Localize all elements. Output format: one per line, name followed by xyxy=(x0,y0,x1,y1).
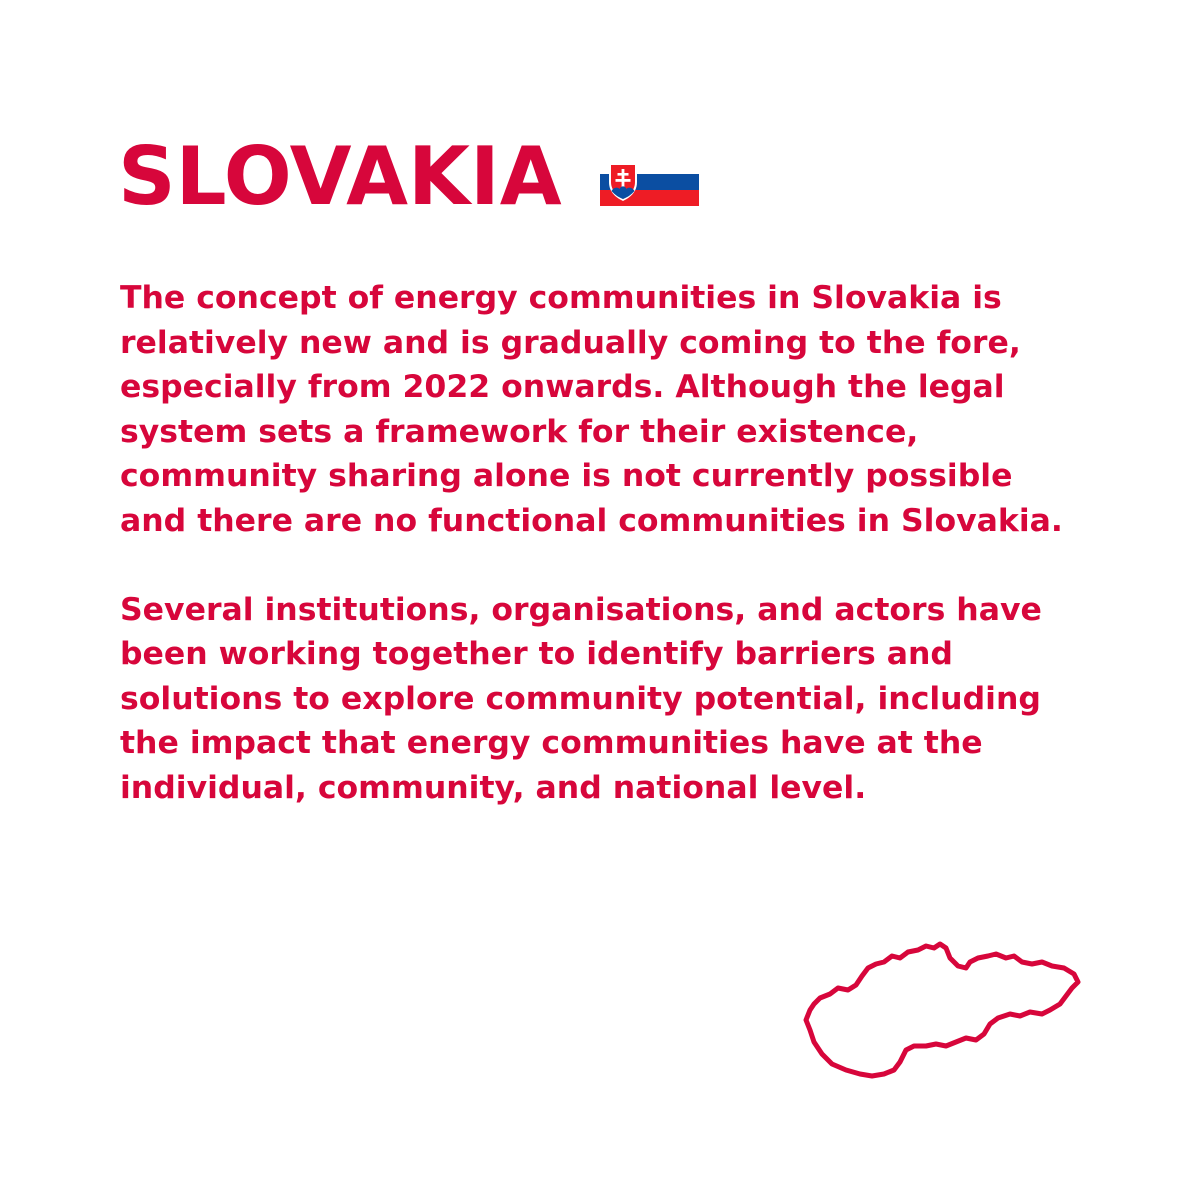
slovakia-map-outline-icon xyxy=(800,938,1086,1086)
slovakia-flag-icon xyxy=(600,158,699,206)
paragraph-intro: The concept of energy communities in Slovakia is relatively new and is gradually coming to the fore, especially from 2022 onwards. Although the legal system sets a framework for their existence, community sharing alone is not currently possible and there are no functional communities in Slovakia. xyxy=(120,280,1063,539)
paragraph-collaboration: Several institutions, organisations, and actors have been working together to identify barriers and solutions to explore community potential, including the impact that energy communities have at the individual, community, and national level. xyxy=(120,591,1042,806)
page-title: SLOVAKIA xyxy=(118,130,562,223)
title-row xyxy=(118,122,562,232)
body-text xyxy=(120,276,1080,810)
